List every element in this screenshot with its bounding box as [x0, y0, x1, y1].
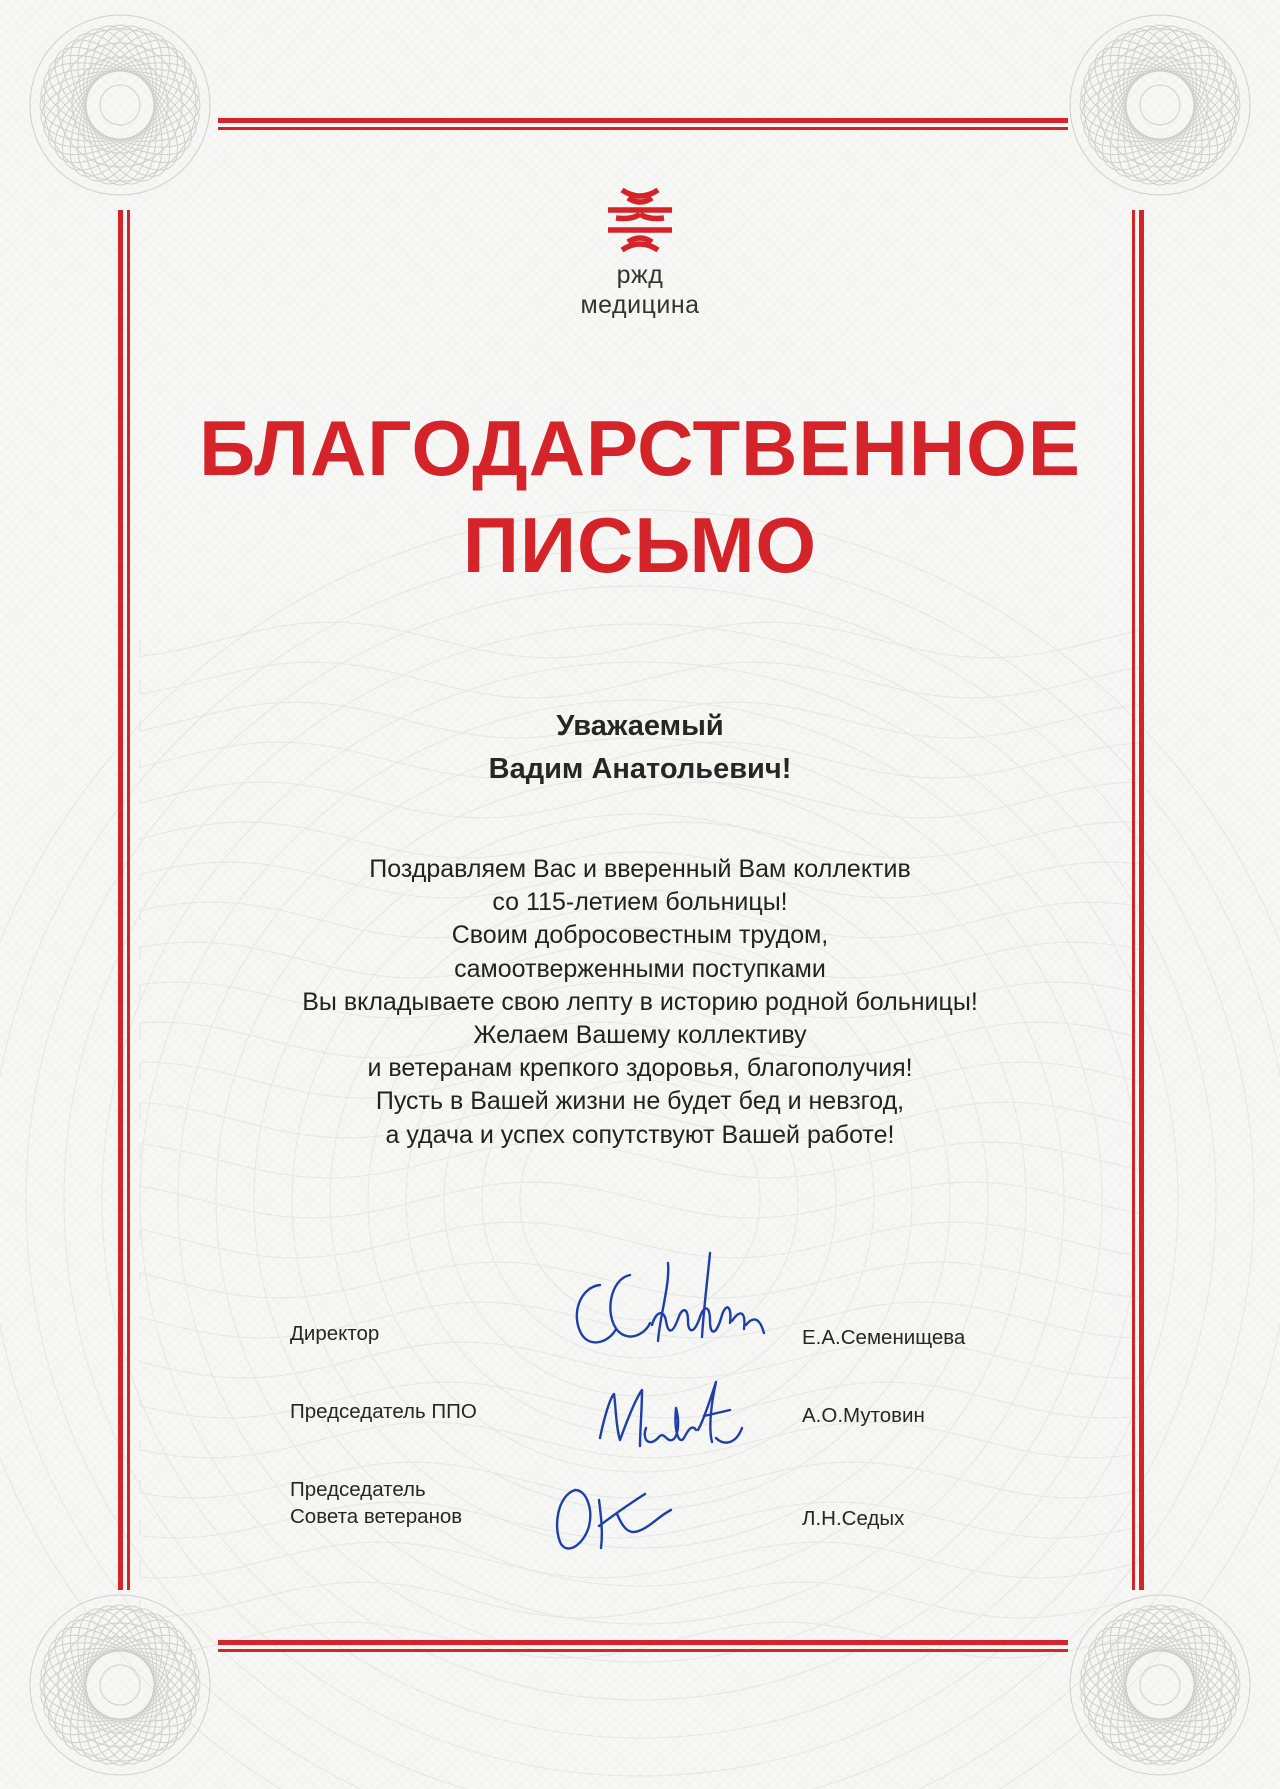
signatory-name: Л.Н.Седых [802, 1507, 905, 1530]
guilloche-rosette-icon [25, 10, 215, 200]
handwritten-signature-icon [580, 1368, 760, 1468]
body-line: Вы вкладываете свою лепту в историю родной больницы! [302, 987, 978, 1016]
title-line1: БЛАГОДАРСТВЕННОЕ [199, 404, 1081, 492]
frame-top [218, 118, 1068, 130]
document-title [140, 400, 1140, 594]
handwritten-signature-icon [545, 1470, 695, 1560]
rzd-medicine-logo-icon [602, 188, 678, 252]
body-line: Своим добросовестным трудом, [451, 921, 829, 950]
signatory-role-line1: Председатель [290, 1478, 426, 1501]
logo [560, 188, 720, 320]
letter-body [200, 853, 1080, 1152]
greeting [240, 705, 1040, 791]
guilloche-rosette-icon [1065, 1590, 1255, 1780]
frame-bottom [218, 1640, 1068, 1652]
body-line: а удача и успех сопутствуют Вашей работе! [385, 1120, 895, 1149]
logo-line1: ржд [616, 261, 664, 289]
handwritten-signature-icon [560, 1245, 790, 1365]
signatory-name: А.О.Мутовин [802, 1404, 925, 1427]
guilloche-rosette-icon [1065, 10, 1255, 200]
signatory-role [290, 1476, 462, 1530]
frame-left [118, 210, 130, 1590]
signatory-role-line2: Совета ветеранов [290, 1505, 463, 1528]
signatory-name: Е.А.Семенищева [802, 1326, 966, 1349]
title-line2: ПИСЬМО [462, 501, 818, 589]
signatory-role: Директор [290, 1322, 380, 1345]
guilloche-rosette-icon [25, 1590, 215, 1780]
signatory-role: Председатель ППО [290, 1400, 477, 1423]
body-line: Желаем Вашему коллективу [473, 1021, 807, 1050]
greeting-line1: Уважаемый [556, 710, 724, 742]
body-line: Пусть в Вашей жизни не будет бед и невзгод, [375, 1087, 905, 1116]
greeting-line2: Вадим Анатольевич! [488, 753, 792, 785]
body-line: Поздравляем Вас и вверенный Вам коллектив [369, 855, 911, 883]
body-line: со 115-летием больницы! [492, 888, 788, 917]
body-line: самоотверженными поступками [454, 954, 826, 983]
logo-line2: медицина [580, 291, 700, 319]
body-line: и ветеранам крепкого здоровья, благополучия! [367, 1054, 913, 1083]
